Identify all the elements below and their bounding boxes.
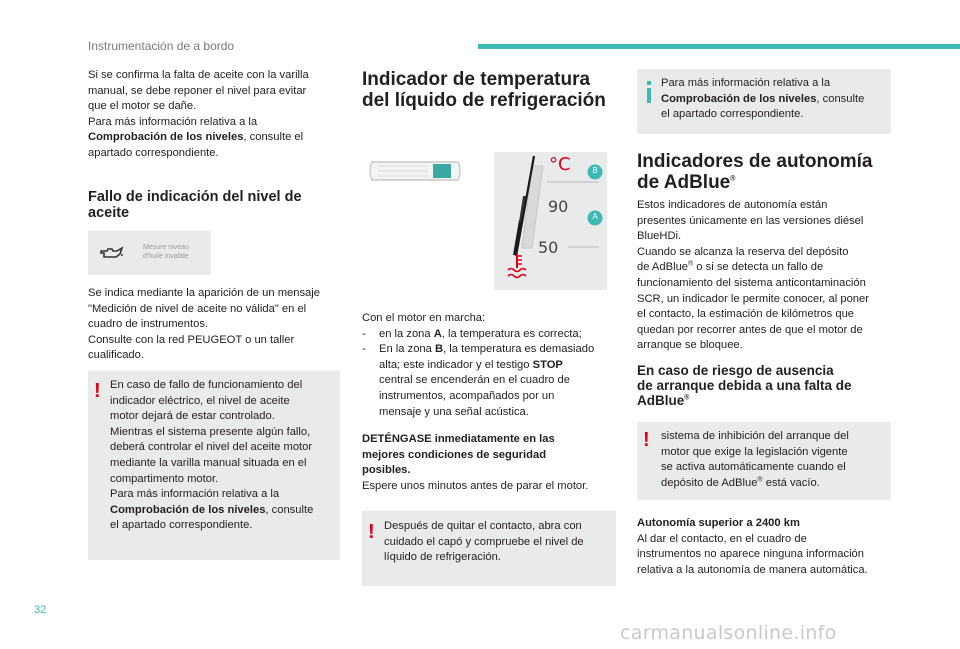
oil-can-icon [98, 245, 124, 261]
text-span: mensaje y una señal acústica. [379, 405, 529, 418]
bold-line: posibles. [362, 464, 411, 477]
text-span: En la zona [379, 343, 435, 356]
bold-ref: Comprobación de los niveles [661, 92, 817, 105]
registered-mark: ® [757, 476, 763, 484]
registered-mark: ® [684, 394, 690, 402]
heading-span: de AdBlue [637, 172, 731, 193]
text-line: indicador eléctrico, el nivel de aceite [110, 394, 290, 407]
autonomy-title: Autonomía superior a 2400 km [637, 517, 800, 529]
text-span: instrumentos, acompañados por un [379, 389, 555, 402]
warning-exclamation-icon: ! [368, 521, 375, 543]
text-line: cuadro de instrumentos. [88, 318, 209, 331]
registered-mark: ® [688, 260, 694, 268]
text-span: , la temperatura es demasiado [443, 343, 595, 356]
warning-text [384, 519, 614, 566]
autonomy-section [637, 516, 909, 578]
text-line: Si se confirma la falta de aceite con la varilla [88, 69, 309, 81]
text-line: funcionamiento del sistema anticontaminación [637, 276, 866, 289]
oil-warning-box [88, 371, 340, 560]
heading-line: aceite [88, 205, 130, 221]
coolant-heading [362, 69, 622, 111]
heading-line: En caso de riesgo de ausencia [637, 363, 834, 378]
gauge-unit: °C [549, 154, 571, 175]
text-line: Para más información relativa a la [88, 115, 258, 128]
text-line: Con el motor en marcha: [362, 312, 486, 324]
text-line: Cuando se alcanza la reserva del depósito [637, 245, 849, 258]
heading-line: Fallo de indicación del nivel de [88, 189, 302, 205]
bold-ref: Comprobación de los niveles [110, 503, 266, 516]
heading-line: del líquido de refrigeración [362, 90, 606, 111]
text-line [637, 516, 909, 532]
section-title: Instrumentación de a bordo [88, 39, 235, 53]
text-line [88, 130, 343, 146]
coolant-gauge-display [494, 152, 607, 290]
list-dash: - [362, 343, 366, 356]
warning-exclamation-icon: ! [94, 380, 101, 402]
info-icon [644, 81, 654, 103]
fuel-gauge-illustration [366, 158, 466, 184]
zone-b-label: B [592, 166, 598, 175]
info-text [661, 76, 889, 123]
zone-a-label: A [592, 212, 598, 221]
text-span: central se encenderán en el cuadro de [379, 374, 570, 387]
oil-message-text [143, 243, 189, 261]
text-line: Al dar el contacto, en el cuadro de [637, 532, 807, 545]
text-span: de AdBlue [637, 261, 689, 274]
text-span: , la temperatura es correcta; [441, 327, 582, 340]
text-line: mediante la varilla manual situada en el [110, 456, 307, 469]
text-line: Para más información relativa a la [110, 488, 280, 501]
text-line: cualificado. [88, 349, 144, 362]
text-line [362, 463, 622, 479]
text-line: BlueHDi. [637, 230, 682, 243]
stop-ref: STOP [532, 358, 563, 371]
col2-body [362, 311, 622, 495]
text-span: en la zona [379, 327, 434, 340]
warning-text [110, 378, 338, 534]
text-line: el apartado correspondiente. [110, 519, 253, 532]
text-line: "Medición de nivel de aceite no válida" en el [88, 302, 307, 315]
text-span: está vacío. [762, 476, 820, 489]
text-line: manual, se debe reponer el nivel para evitar [88, 84, 307, 97]
text-line: el contacto, la estimación de kilómetros que [637, 308, 855, 321]
text-line: Espere unos minutos antes de parar el motor. [362, 479, 589, 492]
text-line: Para más información relativa a la [661, 77, 831, 89]
bold-line: mejores condiciones de seguridad [362, 448, 547, 461]
heading-line [637, 172, 907, 193]
text-line: instrumentos no aparece ninguna información [637, 548, 864, 561]
text-line: compartimento motor. [110, 472, 219, 485]
text-line [110, 503, 338, 519]
text-line: sistema de inhibición del arranque del [661, 430, 849, 442]
text-line: En caso de fallo de funcionamiento del [110, 379, 303, 391]
text-line: Mientras el sistema presente algún fallo, [110, 425, 311, 438]
text-line [661, 92, 889, 108]
adblue-subheading [637, 363, 907, 408]
text-line [637, 260, 909, 276]
text-span: , consulte [816, 92, 865, 105]
text-line: relativa a la autonomía de manera automática. [637, 563, 868, 576]
info-box [637, 69, 891, 134]
text-line: líquido de refrigeración. [384, 551, 501, 564]
text-line: el apartado correspondiente. [661, 108, 804, 121]
text-line: Consulte con la red PEUGEOT o un taller [88, 333, 295, 346]
heading-line: de arranque debida a una falta de [637, 378, 852, 393]
adblue-warning-box [637, 422, 891, 500]
gauge-low-value: 50 [538, 238, 559, 257]
text-span: , consulte el [243, 131, 304, 144]
gauge-bar-icon [366, 158, 466, 184]
zone-ref: B [434, 343, 444, 356]
oil-message-display [88, 231, 211, 275]
list-item [362, 342, 622, 420]
col1-intro [88, 68, 343, 162]
text-line: que el motor se dañe. [88, 100, 197, 113]
text-line: Estos indicadores de autonomía están [637, 199, 828, 211]
text-line: arranque se bloquee. [637, 339, 743, 352]
text-line: Después de quitar el contacto, abra con [384, 520, 582, 532]
text-line: motor dejará de estar controlado. [110, 410, 275, 423]
page-number: 32 [34, 604, 47, 616]
list-dash: - [362, 327, 366, 340]
col3-body [637, 198, 909, 354]
msg-line: Mesure niveau [143, 244, 189, 251]
text-line [661, 476, 889, 492]
text-line: presentes únicamente en las versiones diésel [637, 214, 864, 227]
oil-indication-heading [88, 189, 343, 221]
list-item [362, 327, 622, 343]
text-line: apartado correspondiente. [88, 146, 219, 159]
header-accent-bar [478, 44, 960, 49]
zone-ref: A [433, 327, 442, 340]
text-line: se activa automáticamente cuando el [661, 461, 846, 474]
text-span: depósito de AdBlue [661, 476, 758, 489]
text-span: alta; este indicador y el testigo [379, 358, 533, 371]
bold-line: DETÉNGASE inmediatamente en las [362, 433, 555, 446]
text-span: , consulte [265, 503, 314, 516]
col1-body [88, 286, 346, 364]
gauge-high-value: 90 [548, 197, 569, 216]
coolant-warning-box [362, 511, 616, 586]
text-span: o si se detecta un fallo de [693, 261, 824, 274]
heading-line [637, 393, 907, 408]
warning-exclamation-icon: ! [643, 429, 650, 451]
heading-line: Indicador de temperatura [362, 69, 591, 90]
bold-ref: Comprobación de los niveles [88, 131, 244, 144]
heading-line: Indicadores de autonomía [637, 151, 873, 172]
heading-span: AdBlue [637, 393, 685, 408]
text-line: motor que exige la legislación vigente [661, 445, 848, 458]
text-line: cuidado el capó y compruebe el nivel de [384, 535, 584, 548]
text-line: deberá controlar el nivel del aceite motor [110, 441, 313, 454]
watermark: carmanualsonline.info [620, 622, 837, 644]
text-line: SCR, un indicador le permite conocer, al poner [637, 292, 869, 305]
text-line [362, 448, 622, 464]
text-line [362, 432, 622, 448]
registered-mark: ® [730, 175, 736, 183]
msg-line: d'huile invalide [143, 253, 189, 260]
warning-text [661, 429, 889, 491]
adblue-heading [637, 151, 907, 193]
text-line: quedan por recorrer antes de que el motor de [637, 323, 863, 336]
text-line: Se indica mediante la aparición de un mensaje [88, 287, 320, 299]
